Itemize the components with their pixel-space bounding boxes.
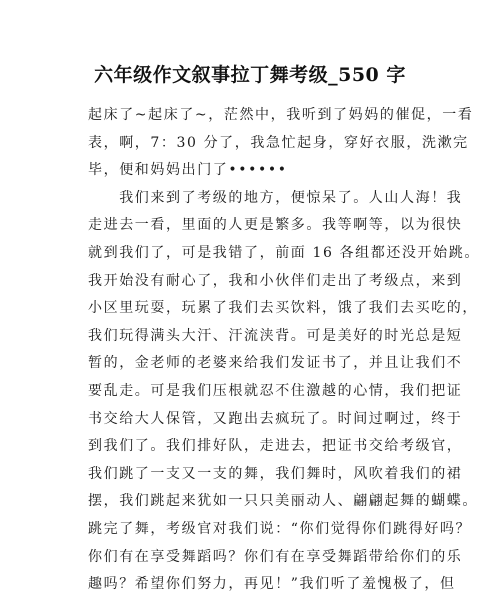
body-line: 起床了~起床了~，茫然中，我听到了妈妈的催促，一看 — [88, 107, 474, 123]
body-line: 要乱走。可是我们压根就忍不住激越的心情，我们把证 — [88, 382, 463, 399]
body-line: 我们来到了考级的地方，便惊呆了。人山人海！我 — [88, 189, 463, 206]
body-line: 毕，便和妈妈出门了•••••• — [88, 162, 288, 179]
body-line: 小区里玩耍，玩累了我们去买饮料，饿了我们去买吃的， — [88, 300, 478, 317]
body-line: 到我们了。我们排好队，走进去，把证书交给考级官， — [88, 438, 463, 455]
body-line: 跳完了舞，考级官对我们说：“你们觉得你们跳得好吗？ — [88, 520, 472, 537]
body-line: 我们玩得满头大汗、汗流浃背。可是美好的时光总是短 — [88, 327, 463, 344]
document-title: 六年级作文叙事拉丁舞考级_550 字 — [94, 64, 406, 86]
document-body — [88, 102, 480, 599]
body-line: 书交给大人保管，又跑出去疯玩了。时间过啊过，终于 — [88, 410, 463, 427]
body-line: 走进去一看，里面的人更是繁多。我等啊等，以为很快 — [88, 217, 463, 234]
body-line: 我开始没有耐心了，我和小伙伴们走出了考级点，来到 — [88, 272, 463, 289]
body-line: 暂的，金老师的老婆来给我们发证书了，并且让我们不 — [88, 355, 463, 372]
body-line: 我们跳了一支又一支的舞，我们舞时，风吹着我们的裙 — [88, 465, 463, 482]
body-line: 你们有在享受舞蹈吗？你们有在享受舞蹈带给你们的乐 — [88, 548, 463, 565]
body-line: 就到我们了，可是我错了，前面 16 各组都还没开始跳。 — [88, 244, 480, 261]
body-line: 表，啊，7：30 分了，我急忙起身，穿好衣服，洗漱完 — [88, 134, 469, 151]
body-line: 趣吗？希望你们努力，再见！”我们听了羞愧极了，但 — [88, 576, 456, 593]
body-line: 摆，我们跳起来犹如一只只美丽动人、翩翩起舞的蝴蝶。 — [88, 493, 478, 510]
